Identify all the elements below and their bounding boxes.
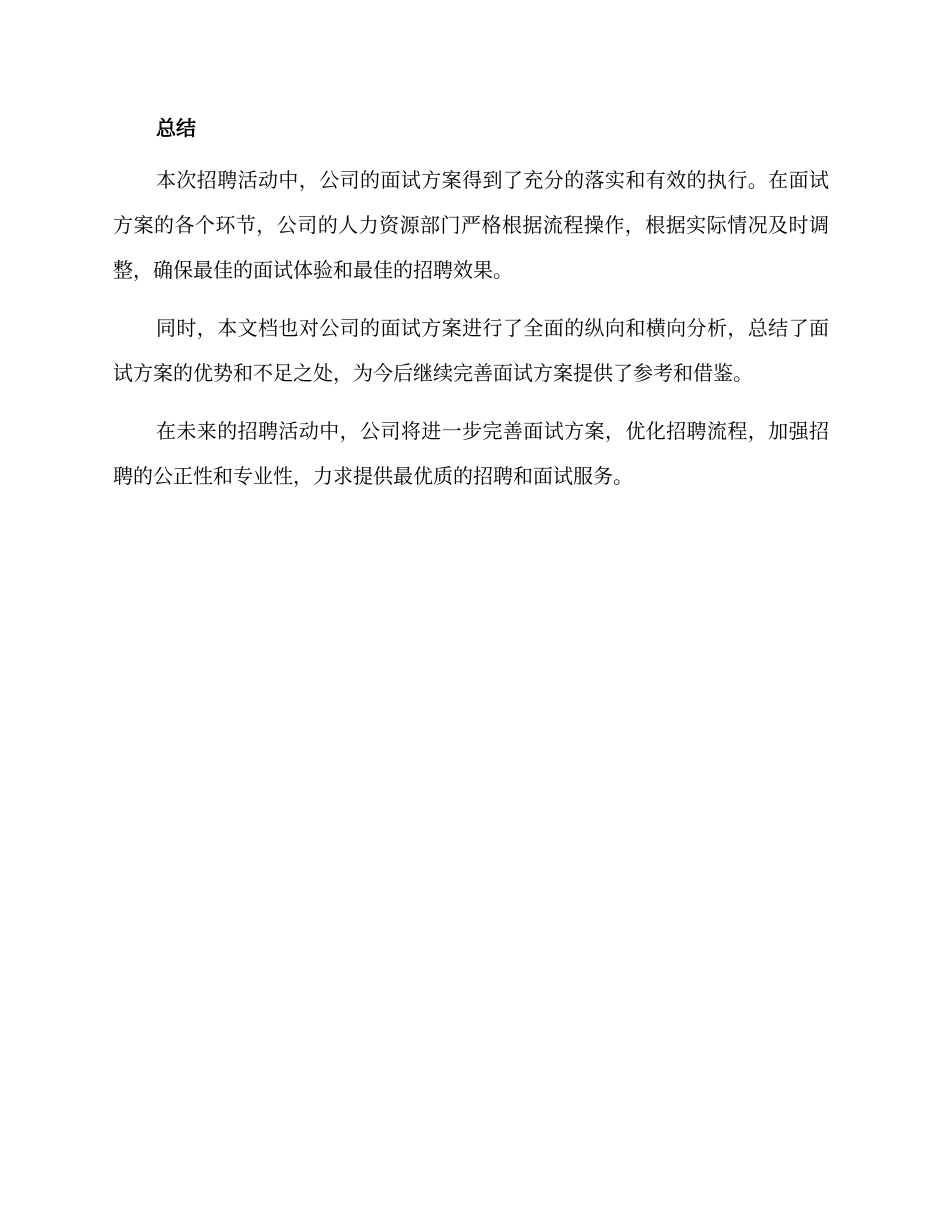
section-heading: 总结 [156,116,196,140]
paragraph-1: 本次招聘活动中，公司的面试方案得到了充分的落实和有效的执行。在面试方案的各个环节，公司的人力资源部门严格根据流程操作，根据实际情况及时调整，确保最佳的面试体验和最佳的招聘效果。 [113,168,829,282]
paragraph-3: 在未来的招聘活动中，公司将进一步完善面试方案，优化招聘流程，加强招聘的公正性和专业性，力求提供最优质的招聘和面试服务。 [113,419,829,488]
paragraph-2: 同时，本文档也对公司的面试方案进行了全面的纵向和横向分析，总结了面试方案的优势和不足之处，为今后继续完善面试方案提供了参考和借鉴。 [113,316,829,385]
document-page [113,112,829,512]
